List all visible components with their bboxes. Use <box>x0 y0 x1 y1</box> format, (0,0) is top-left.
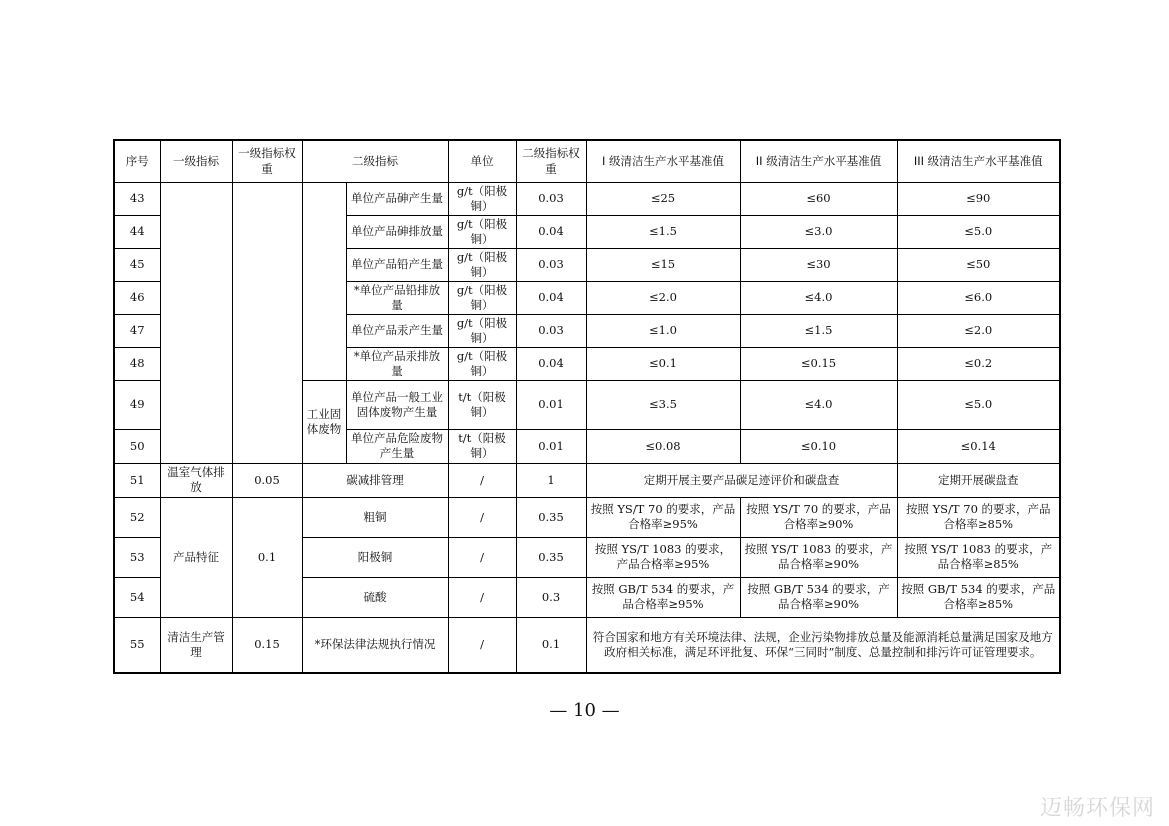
solid-waste-group-label: 工业固体废物 <box>302 380 346 463</box>
level2-indicator: *单位产品铅排放量 <box>346 281 448 314</box>
level2-indicator: 单位产品砷排放量 <box>346 215 448 248</box>
level1-indicator: 温室气体排放 <box>160 463 232 497</box>
level1-weight: 0.1 <box>232 497 302 617</box>
grade12-value: 定期开展主要产品碳足迹评价和碳盘查 <box>586 463 897 497</box>
grade3-value: ≤50 <box>897 248 1060 281</box>
level2-weight: 0.03 <box>516 314 586 347</box>
grade3-value: 按照 YS/T 1083 的要求，产品合格率≥85% <box>897 537 1060 577</box>
grade3-value: ≤5.0 <box>897 215 1060 248</box>
row-no: 47 <box>114 314 160 347</box>
row-no: 48 <box>114 347 160 380</box>
unit-cell: g/t（阳极铜） <box>448 182 516 215</box>
grade1-value: 按照 YS/T 1083 的要求，产品合格率≥95% <box>586 537 740 577</box>
level1-weight: 0.05 <box>232 463 302 497</box>
grade3-value: ≤90 <box>897 182 1060 215</box>
level2-indicator: 粗铜 <box>302 497 448 537</box>
header-level2-indicator: 二级指标 <box>302 140 448 182</box>
unit-cell: g/t（阳极铜） <box>448 215 516 248</box>
level2-weight: 1 <box>516 463 586 497</box>
grade1-value: ≤15 <box>586 248 740 281</box>
grade3-value: ≤5.0 <box>897 380 1060 429</box>
header-level1-weight: 一级指标权重 <box>232 140 302 182</box>
row-no: 46 <box>114 281 160 314</box>
level2-indicator: 单位产品危险废物产生量 <box>346 429 448 463</box>
grade3-value: 按照 GB/T 534 的要求，产品合格率≥85% <box>897 577 1060 617</box>
grade3-value: ≤0.2 <box>897 347 1060 380</box>
grade1-value: ≤0.1 <box>586 347 740 380</box>
unit-cell: / <box>448 577 516 617</box>
row-no: 44 <box>114 215 160 248</box>
unit-cell: / <box>448 537 516 577</box>
header-unit: 单位 <box>448 140 516 182</box>
table-row <box>114 617 1060 673</box>
indicator-table <box>113 139 1061 674</box>
level1-indicator: 产品特征 <box>160 497 232 617</box>
header-grade3: III 级清洁生产水平基准值 <box>897 140 1060 182</box>
management-requirement: 符合国家和地方有关环境法律、法规，企业污染物排放总量及能源消耗总量满足国家及地方政府相关标准，满足环评批复、环保“三同时”制度、总量控制和排污许可证管理要求。 <box>586 617 1060 673</box>
grade1-value: ≤1.0 <box>586 314 740 347</box>
level2-weight: 0.04 <box>516 281 586 314</box>
row-no: 54 <box>114 577 160 617</box>
grade1-value: 按照 GB/T 534 的要求，产品合格率≥95% <box>586 577 740 617</box>
grade2-value: 按照 GB/T 534 的要求，产品合格率≥90% <box>740 577 897 617</box>
row-no: 53 <box>114 537 160 577</box>
unit-cell: g/t（阳极铜） <box>448 347 516 380</box>
table-row <box>114 463 1060 497</box>
level1-weight: 0.15 <box>232 617 302 673</box>
table-row <box>114 182 1060 215</box>
grade1-value: ≤0.08 <box>586 429 740 463</box>
row-no: 43 <box>114 182 160 215</box>
level2-weight: 0.3 <box>516 577 586 617</box>
unit-cell: t/t（阳极铜） <box>448 429 516 463</box>
level2-indicator: 阳极铜 <box>302 537 448 577</box>
header-row <box>114 140 1060 182</box>
level2-weight: 0.03 <box>516 182 586 215</box>
level2-indicator: 单位产品一般工业固体废物产生量 <box>346 380 448 429</box>
level2-indicator: 硫酸 <box>302 577 448 617</box>
unit-cell: / <box>448 617 516 673</box>
row-no: 45 <box>114 248 160 281</box>
level2-indicator: 单位产品砷产生量 <box>346 182 448 215</box>
grade2-value: ≤4.0 <box>740 281 897 314</box>
level2-indicator: 单位产品铅产生量 <box>346 248 448 281</box>
grade1-value: ≤25 <box>586 182 740 215</box>
grade2-value: ≤1.5 <box>740 314 897 347</box>
header-grade2: II 级清洁生产水平基准值 <box>740 140 897 182</box>
level1-indicator: 清洁生产管理 <box>160 617 232 673</box>
grade1-value: ≤3.5 <box>586 380 740 429</box>
grade2-value: ≤60 <box>740 182 897 215</box>
level2-indicator: *环保法律法规执行情况 <box>302 617 448 673</box>
grade1-value: ≤2.0 <box>586 281 740 314</box>
grade3-value: 按照 YS/T 70 的要求，产品合格率≥85% <box>897 497 1060 537</box>
grade2-value: 按照 YS/T 70 的要求，产品合格率≥90% <box>740 497 897 537</box>
unit-cell: t/t（阳极铜） <box>448 380 516 429</box>
header-no: 序号 <box>114 140 160 182</box>
grade3-value: ≤6.0 <box>897 281 1060 314</box>
level1-weight-cell <box>232 182 302 463</box>
grade1-value: ≤1.5 <box>586 215 740 248</box>
level1-indicator-cell <box>160 182 232 463</box>
grade3-value: 定期开展碳盘查 <box>897 463 1060 497</box>
unit-cell: g/t（阳极铜） <box>448 248 516 281</box>
row-no: 52 <box>114 497 160 537</box>
header-level2-weight: 二级指标权重 <box>516 140 586 182</box>
level2-weight: 0.1 <box>516 617 586 673</box>
grade2-value: 按照 YS/T 1083 的要求，产品合格率≥90% <box>740 537 897 577</box>
level2-weight: 0.03 <box>516 248 586 281</box>
level2-weight: 0.35 <box>516 497 586 537</box>
row-no: 50 <box>114 429 160 463</box>
level2-weight: 0.01 <box>516 429 586 463</box>
table-row <box>114 497 1060 537</box>
row-no: 55 <box>114 617 160 673</box>
level2-weight: 0.35 <box>516 537 586 577</box>
page-number: — 10 — <box>549 700 620 721</box>
header-grade1: I 级清洁生产水平基准值 <box>586 140 740 182</box>
header-level1-indicator: 一级指标 <box>160 140 232 182</box>
grade2-value: ≤0.15 <box>740 347 897 380</box>
grade2-value: ≤4.0 <box>740 380 897 429</box>
grade3-value: ≤2.0 <box>897 314 1060 347</box>
grade2-value: ≤0.10 <box>740 429 897 463</box>
level2-weight: 0.01 <box>516 380 586 429</box>
level2-weight: 0.04 <box>516 347 586 380</box>
level2-indicator: 碳减排管理 <box>302 463 448 497</box>
grade2-value: ≤30 <box>740 248 897 281</box>
grade2-value: ≤3.0 <box>740 215 897 248</box>
watermark: 迈畅环保网 <box>1039 796 1155 821</box>
unit-cell: / <box>448 463 516 497</box>
unit-cell: g/t（阳极铜） <box>448 281 516 314</box>
grade3-value: ≤0.14 <box>897 429 1060 463</box>
level2-group-cell <box>302 182 346 380</box>
unit-cell: g/t（阳极铜） <box>448 314 516 347</box>
level2-indicator: *单位产品汞排放量 <box>346 347 448 380</box>
row-no: 51 <box>114 463 160 497</box>
level2-indicator: 单位产品汞产生量 <box>346 314 448 347</box>
level2-weight: 0.04 <box>516 215 586 248</box>
row-no: 49 <box>114 380 160 429</box>
unit-cell: / <box>448 497 516 537</box>
grade1-value: 按照 YS/T 70 的要求，产品合格率≥95% <box>586 497 740 537</box>
